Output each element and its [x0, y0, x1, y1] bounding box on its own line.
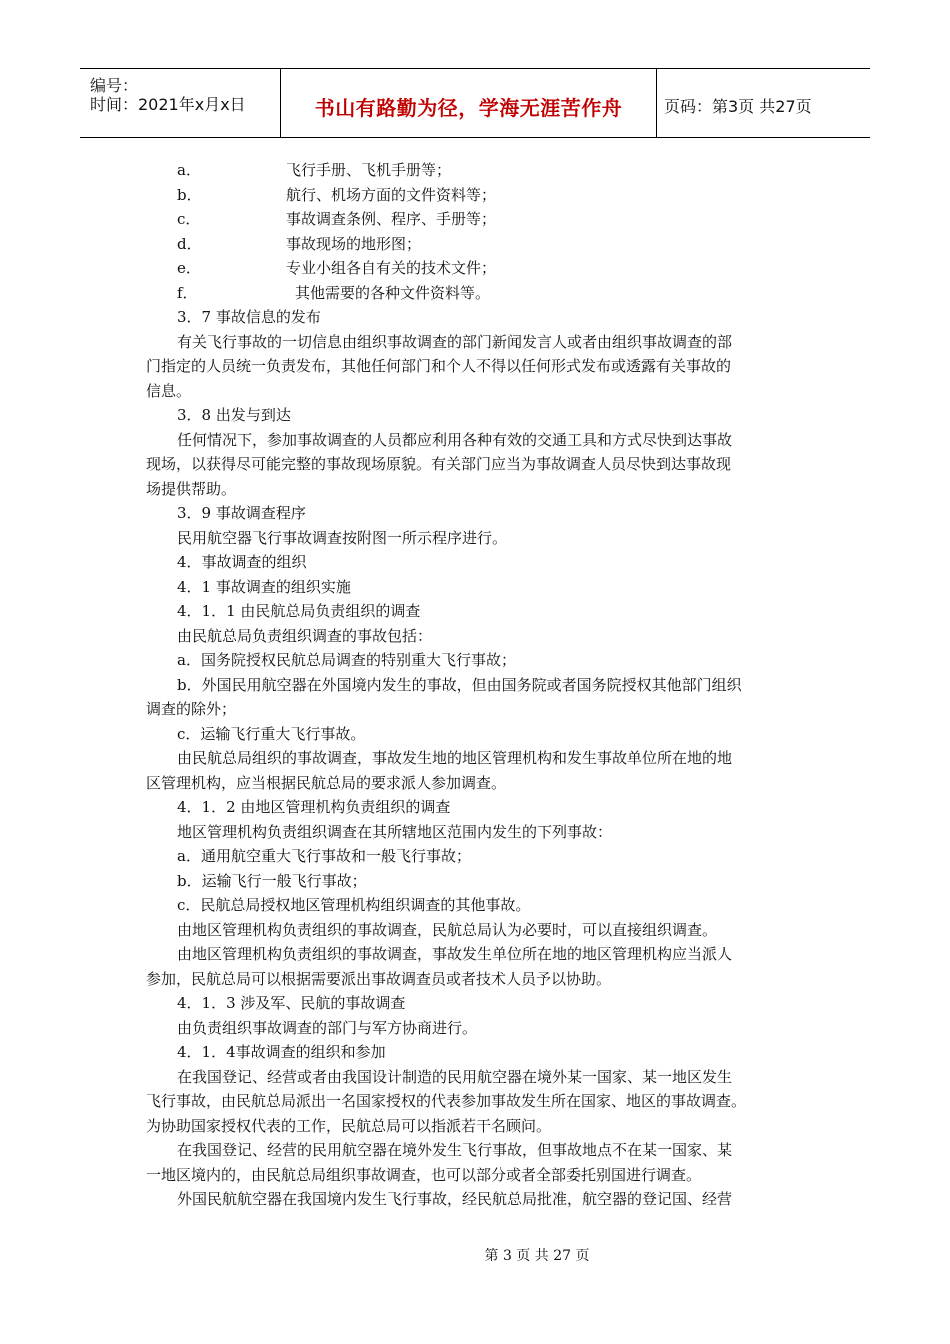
paragraph-line: 在我国登记、经营或者由我国设计制造的民用航空器在境外某一国家、某一地区发生 [177, 1067, 733, 1086]
header-time-label: 时间：2021年x月x日 [90, 95, 246, 114]
list-text: 航行、机场方面的文件资料等； [286, 185, 497, 204]
paragraph-line: 信息。 [146, 381, 192, 400]
header-motto-cell [281, 69, 657, 137]
list-item [146, 183, 810, 208]
paragraph-line: c．运输飞行重大飞行事故。 [177, 724, 366, 743]
paragraph-line: 由地区管理机构负责组织的事故调查，事故发生单位所在地的地区管理机构应当派人 [177, 945, 733, 963]
list-text: 事故现场的地形图； [286, 234, 422, 253]
list-text: 事故调查条例、程序、手册等； [286, 210, 497, 228]
paragraph-line: 地区管理机构负责组织调查在其所辖地区范围内发生的下列事故： [177, 822, 613, 841]
paragraph-line: 外国民航航空器在我国境内发生飞行事故，经民航总局批准，航空器的登记国、经营 [177, 1190, 733, 1208]
header-page-label: 页码：第3页 共27页 [664, 97, 812, 116]
header-meta-cell [80, 69, 281, 137]
page-header [80, 68, 870, 138]
paragraph-line: a．通用航空重大飞行事故和一般飞行事故； [177, 847, 471, 865]
paragraph-line: 在我国登记、经营的民用航空器在境外发生飞行事故，但事故地点不在某一国家、某 [177, 1141, 733, 1159]
paragraph-line: 一地区境内的，由民航总局组织事故调查，也可以部分或者全部委托别国进行调查。 [146, 1165, 702, 1184]
list-marker: c． [177, 210, 201, 228]
paragraph-line: 参加，民航总局可以根据需要派出事故调查员或者技术人员予以协助。 [146, 969, 612, 988]
paragraph-line: 飞行事故，由民航总局派出一名国家授权的代表参加事故发生所在国家、地区的事故调查。 [146, 1092, 747, 1110]
section-heading: 4．事故调查的组织 [177, 553, 307, 571]
paragraph-line: 任何情况下，参加事故调查的人员都应利用各种有效的交通工具和方式尽快到达事故 [177, 430, 733, 449]
document-body [146, 158, 810, 1212]
list-item [146, 158, 810, 183]
list-text: 其他需要的各种文件资料等。 [295, 283, 491, 302]
section-heading: 4．1．2 由地区管理机构负责组织的调查 [177, 798, 451, 816]
paragraph-line: c．民航总局授权地区管理机构组织调查的其他事故。 [177, 896, 531, 914]
list-item [146, 256, 810, 281]
list-marker: d． [177, 234, 202, 253]
list-item [146, 281, 810, 306]
list-text: 飞行手册、飞机手册等； [286, 161, 452, 179]
list-text: 专业小组各自有关的技术文件； [286, 259, 497, 277]
section-heading: 3．7 事故信息的发布 [177, 308, 321, 326]
paragraph-line: 门指定的人员统一负责发布，其他任何部门和个人不得以任何形式发布或透露有关事故的 [146, 357, 732, 375]
paragraph-line: b．外国民用航空器在外国境内发生的事故，但由国务院或者国务院授权其他部门组织 [177, 675, 742, 694]
paragraph-line: 由负责组织事故调查的部门与军方协商进行。 [177, 1018, 478, 1037]
section-heading: 3．8 出发与到达 [177, 406, 291, 424]
header-page-cell [664, 69, 870, 137]
paragraph-line: 有关飞行事故的一切信息由组织事故调查的部门新闻发言人或者由组织事故调查的部 [177, 332, 733, 351]
paragraph-line: 民用航空器飞行事故调查按附图一所示程序进行。 [177, 528, 508, 547]
paragraph-line: 由民航总局组织的事故调查，事故发生地的地区管理机构和发生事故单位所在地的地 [177, 749, 733, 767]
section-heading: 4．1．1 由民航总局负责组织的调查 [177, 602, 421, 620]
section-heading: 4．1．4事故调查的组织和参加 [177, 1043, 386, 1061]
paragraph-line: 场提供帮助。 [146, 479, 237, 498]
list-marker: b． [177, 185, 202, 204]
paragraph-line: b．运输飞行一般飞行事故； [177, 871, 367, 890]
paragraph-line: 区管理机构，应当根据民航总局的要求派人参加调查。 [146, 773, 507, 792]
paragraph-line: a．国务院授权民航总局调查的特别重大飞行事故； [177, 651, 516, 669]
list-item [146, 207, 810, 232]
list-marker: e． [177, 259, 201, 277]
section-heading: 3．9 事故调查程序 [177, 504, 306, 522]
header-number-label: 编号： [90, 76, 139, 95]
footer-page-number: 第 3 页 共 27 页 [484, 1248, 590, 1264]
paragraph-line: 调查的除外； [146, 700, 237, 718]
paragraph-line: 为协助国家授权代表的工作，民航总局可以指派若干名顾问。 [146, 1116, 552, 1135]
list-item [146, 232, 810, 257]
paragraph-line: 由民航总局负责组织调查的事故包括： [177, 626, 433, 645]
list-marker: f． [177, 283, 198, 302]
header-motto: 书山有路勤为径，学海无涯苦作舟 [314, 96, 623, 120]
page-footer [0, 1245, 950, 1265]
section-heading: 4．1 事故调查的组织实施 [177, 577, 351, 596]
paragraph-line: 由地区管理机构负责组织的事故调查，民航总局认为必要时，可以直接组织调查。 [177, 920, 718, 939]
paragraph-line: 现场，以获得尽可能完整的事故现场原貌。有关部门应当为事故调查人员尽快到达事故现 [146, 455, 732, 473]
list-marker: a． [177, 161, 201, 179]
section-heading: 4．1．3 涉及军、民航的事故调查 [177, 994, 406, 1012]
